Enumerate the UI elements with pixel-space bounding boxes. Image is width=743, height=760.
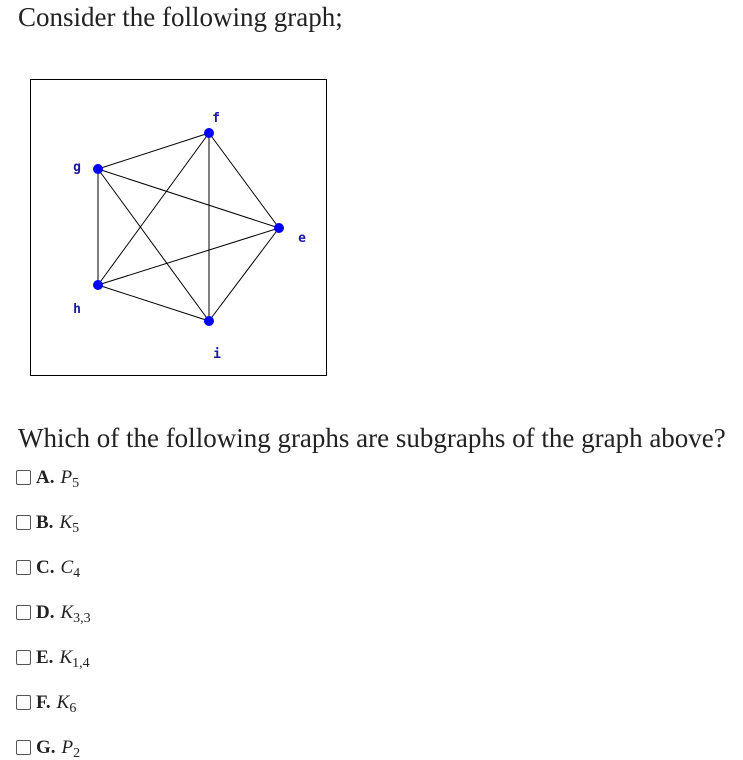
graph-figure	[30, 79, 327, 376]
option-a[interactable]	[16, 464, 91, 509]
checkbox[interactable]	[16, 560, 31, 575]
node-f	[204, 128, 214, 138]
edge-f-h	[98, 133, 209, 285]
option-c[interactable]	[16, 554, 91, 599]
answer-options	[16, 464, 91, 760]
option-letter: C.	[36, 557, 55, 578]
node-label-g: g	[73, 160, 81, 175]
graph-labels	[73, 111, 306, 362]
option-symbol: $C_4$	[60, 557, 81, 581]
edge-g-e	[98, 169, 279, 228]
checkbox[interactable]	[16, 650, 31, 665]
option-symbol: $K_5$	[59, 512, 80, 536]
checkbox[interactable]	[16, 605, 31, 620]
option-letter: A.	[36, 467, 55, 488]
edge-f-g	[98, 133, 209, 169]
edge-f-e	[209, 133, 279, 228]
node-g	[93, 164, 103, 174]
option-d[interactable]	[16, 599, 91, 644]
edge-h-i	[98, 285, 209, 321]
question-text: Which of the following graphs are subgraphs of the graph above?	[18, 423, 726, 453]
node-i	[204, 316, 214, 326]
edge-g-i	[98, 169, 209, 321]
node-label-i: i	[213, 347, 221, 362]
option-letter: F.	[36, 692, 51, 713]
node-e	[274, 223, 284, 233]
intro-text: Consider the following graph;	[18, 2, 343, 32]
option-letter: D.	[36, 602, 55, 623]
checkbox[interactable]	[16, 695, 31, 710]
option-g[interactable]	[16, 734, 91, 760]
checkbox[interactable]	[16, 515, 31, 530]
option-b[interactable]	[16, 509, 91, 554]
node-h	[93, 280, 103, 290]
graph-nodes	[93, 128, 284, 326]
option-symbol: $P_5$	[60, 467, 80, 491]
node-label-e: e	[298, 231, 306, 246]
option-f[interactable]	[16, 689, 91, 734]
option-letter: E.	[36, 647, 54, 668]
checkbox[interactable]	[16, 470, 31, 485]
option-symbol: $K_{1,4}$	[59, 647, 90, 671]
option-letter: B.	[36, 512, 54, 533]
graph-diagram	[31, 80, 326, 375]
option-e[interactable]	[16, 644, 91, 689]
node-label-f: f	[212, 111, 220, 126]
checkbox[interactable]	[16, 740, 31, 755]
option-symbol: $P_2$	[61, 737, 81, 760]
option-symbol: $K_{3,3}$	[60, 602, 91, 626]
option-symbol: $K_6$	[56, 692, 77, 716]
graph-edges	[98, 133, 279, 321]
node-label-h: h	[73, 302, 81, 317]
option-letter: G.	[36, 737, 56, 758]
edge-e-h	[98, 228, 279, 285]
edge-e-i	[209, 228, 279, 321]
